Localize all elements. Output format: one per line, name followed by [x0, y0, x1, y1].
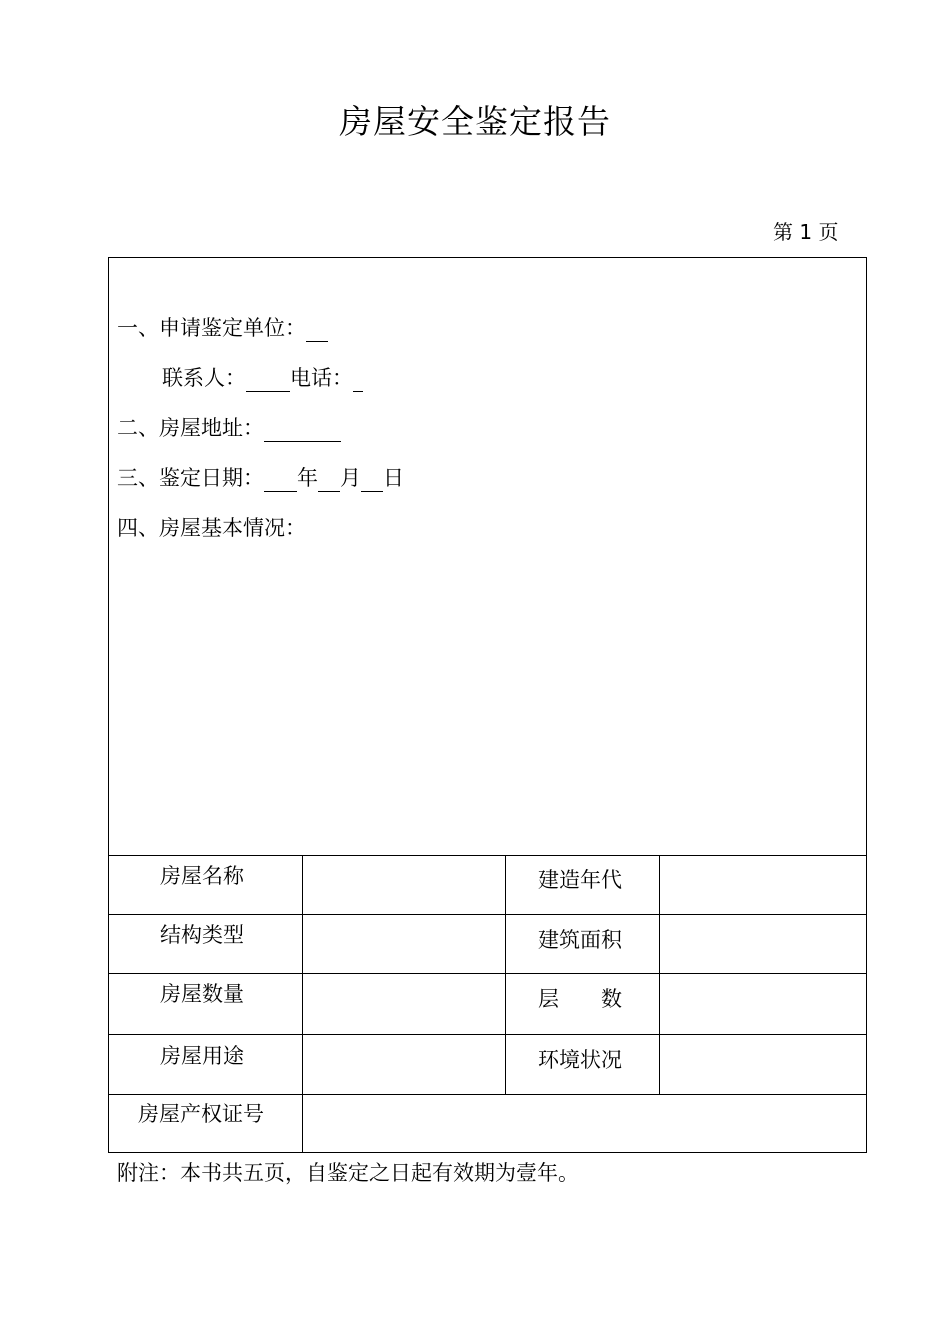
- property-cert-value[interactable]: [304, 1096, 866, 1152]
- contact-label: 联系人：: [162, 366, 246, 390]
- floors-label: 层 数: [538, 987, 622, 1011]
- environment-value[interactable]: [661, 1036, 866, 1093]
- structure-type-value[interactable]: [304, 916, 504, 972]
- usage-label: 房屋用途: [160, 1044, 244, 1068]
- build-year-label: 建造年代: [538, 868, 622, 892]
- table-col-divider: [505, 855, 506, 1095]
- house-name-value[interactable]: [304, 857, 504, 913]
- table-col-divider: [659, 855, 660, 1095]
- house-name-label: 房屋名称: [160, 864, 244, 888]
- basic-info-label: 四、房屋基本情况：: [117, 516, 306, 540]
- report-title: 房屋安全鉴定报告: [339, 102, 611, 141]
- floor-area-label: 建筑面积: [538, 928, 622, 952]
- date-row: [117, 462, 404, 492]
- table-row-divider: [108, 1094, 867, 1095]
- address-label: 二、房屋地址：: [117, 416, 264, 440]
- phone-field[interactable]: [353, 365, 363, 392]
- floor-area-value[interactable]: [661, 916, 866, 972]
- table-top-border: [108, 855, 867, 856]
- phone-label: 电话：: [290, 366, 353, 390]
- structure-type-label: 结构类型: [160, 923, 244, 947]
- basic-info-row: [117, 512, 306, 542]
- environment-label: 环境状况: [538, 1048, 622, 1072]
- applicant-field[interactable]: [306, 315, 328, 342]
- day-label: 日: [383, 466, 404, 490]
- table-row-divider: [108, 914, 867, 915]
- usage-value[interactable]: [304, 1036, 504, 1093]
- house-count-value[interactable]: [304, 975, 504, 1033]
- address-row: [117, 412, 341, 442]
- contact-field[interactable]: [246, 365, 290, 392]
- contact-row: [162, 362, 363, 392]
- day-field[interactable]: [361, 465, 383, 492]
- table-row-divider: [108, 1034, 867, 1035]
- footnote: 附注：本书共五页，自鉴定之日起有效期为壹年。: [117, 1161, 579, 1185]
- table-col-divider: [302, 855, 303, 1153]
- applicant-row: [117, 312, 328, 342]
- month-label: 月: [340, 466, 361, 490]
- applicant-label: 一、申请鉴定单位：: [117, 316, 306, 340]
- month-field[interactable]: [318, 465, 340, 492]
- year-label: 年: [297, 466, 318, 490]
- page-number: 第 1 页: [773, 220, 839, 244]
- build-year-value[interactable]: [661, 857, 866, 913]
- address-field[interactable]: [264, 415, 341, 442]
- year-field[interactable]: [264, 465, 297, 492]
- property-cert-label: 房屋产权证号: [138, 1102, 264, 1126]
- house-count-label: 房屋数量: [160, 982, 244, 1006]
- date-label: 三、鉴定日期：: [117, 466, 264, 490]
- table-row-divider: [108, 973, 867, 974]
- floors-value[interactable]: [661, 975, 866, 1033]
